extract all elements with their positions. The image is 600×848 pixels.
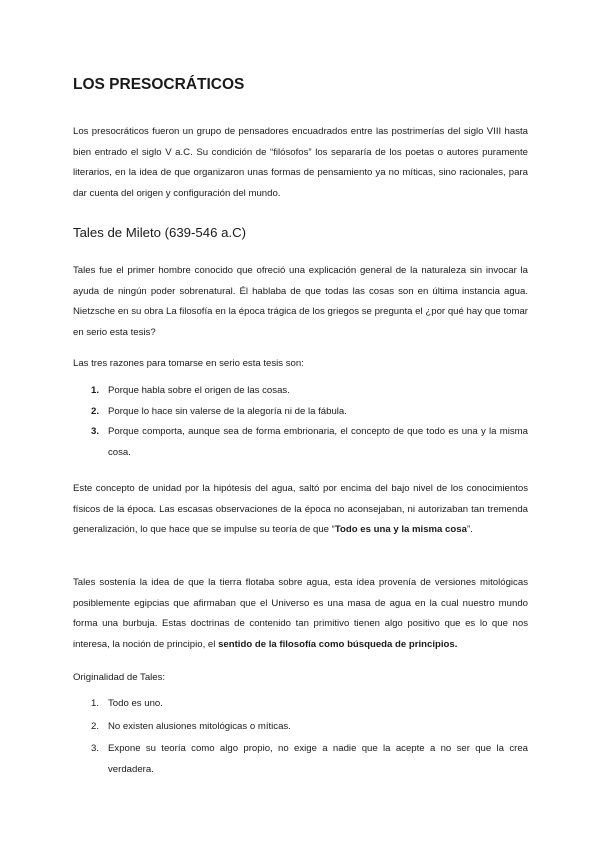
list-item bbox=[73, 694, 528, 715]
list-number: 3. bbox=[91, 426, 100, 437]
unity-paragraph bbox=[73, 479, 528, 541]
list-item-text: Porque lo hace sin valerse de la alegoría ni de la fábula. bbox=[108, 405, 347, 417]
earth-text: Tales sostenía la idea de que la tierra flotaba sobre agua, esta idea provenía de versiones mitológicas posiblemente egipcias que afirmaban que el Universo es una masa de agua en la cual nuestro mundo forma una burbuja. Estas doctrinas de contenido tan primitivo tienen algo positivo que es lo que nos interesa, la noción de principio, el bbox=[73, 577, 528, 650]
reasons-intro: Las tres razones para tomarse en serio esta tesis son: bbox=[73, 358, 304, 369]
originality-list bbox=[73, 694, 528, 780]
list-item-text: Expone su teoría como algo propio, no exige a nadie que la acepte a no ser que la crea verdadera. bbox=[108, 743, 528, 775]
list-item bbox=[73, 402, 528, 423]
unity-text: Este concepto de unidad por la hipótesis del agua, saltó por encima del bajo nivel de los conocimientos físicos de la época. Las escasas observaciones de la época no aconsejaban, ni autorizaban tan tremenda generalización, lo que hace que se impulse su teoría de que “ bbox=[73, 483, 528, 535]
section-title: Tales de Mileto (639-546 a.C) bbox=[73, 225, 246, 240]
unity-quote: Todo es una y la misma cosa bbox=[334, 524, 467, 535]
earth-paragraph bbox=[73, 573, 528, 655]
intro-paragraph: Los presocráticos fueron un grupo de pensadores encuadrados entre las postrimerías del siglo VIII hasta bien entrado el siglo V a.C. Su condición de “filósofos” los separaría de los poetas o autores puramente literarios, en la idea de que organizaron unas formas de pensamiento ya no míticas, sino racionales, para dar cuenta del origen y configuración del mundo. bbox=[73, 126, 528, 199]
list-number: 3. bbox=[91, 743, 100, 754]
list-number: 1. bbox=[91, 698, 100, 709]
list-number: 1. bbox=[91, 385, 100, 396]
tales-paragraph: Tales fue el primer hombre conocido que ofreció una explicación general de la naturaleza sin invocar la ayuda de ningún poder sobrenatural. Él hablaba de que todas las cosas son en última instancia agua. Nietzsche en su obra La filosofía en la época trágica de los griegos se pregunta el ¿por qué hay que tomar en serio esta tesis? bbox=[73, 265, 528, 338]
list-item-text: No existen alusiones mitológicas o míticas. bbox=[108, 720, 291, 732]
list-item bbox=[73, 739, 528, 780]
earth-emphasis: sentido de la filosofía como búsqueda de principios. bbox=[218, 638, 458, 650]
unity-close: ”. bbox=[466, 524, 473, 535]
list-item bbox=[73, 717, 528, 738]
list-item-text: Porque habla sobre el origen de las cosas. bbox=[108, 385, 290, 396]
list-item-text: Todo es uno. bbox=[108, 698, 163, 709]
list-item bbox=[73, 422, 528, 463]
list-item bbox=[73, 381, 528, 402]
originality-intro: Originalidad de Tales: bbox=[73, 672, 166, 683]
reasons-list bbox=[73, 381, 528, 463]
list-number: 2. bbox=[91, 405, 100, 417]
page-title: LOS PRESOCRÁTICOS bbox=[73, 76, 245, 93]
list-number: 2. bbox=[91, 720, 100, 732]
list-item-text: Porque comporta, aunque sea de forma embrionaria, el concepto de que todo es una y la misma cosa. bbox=[108, 426, 528, 458]
